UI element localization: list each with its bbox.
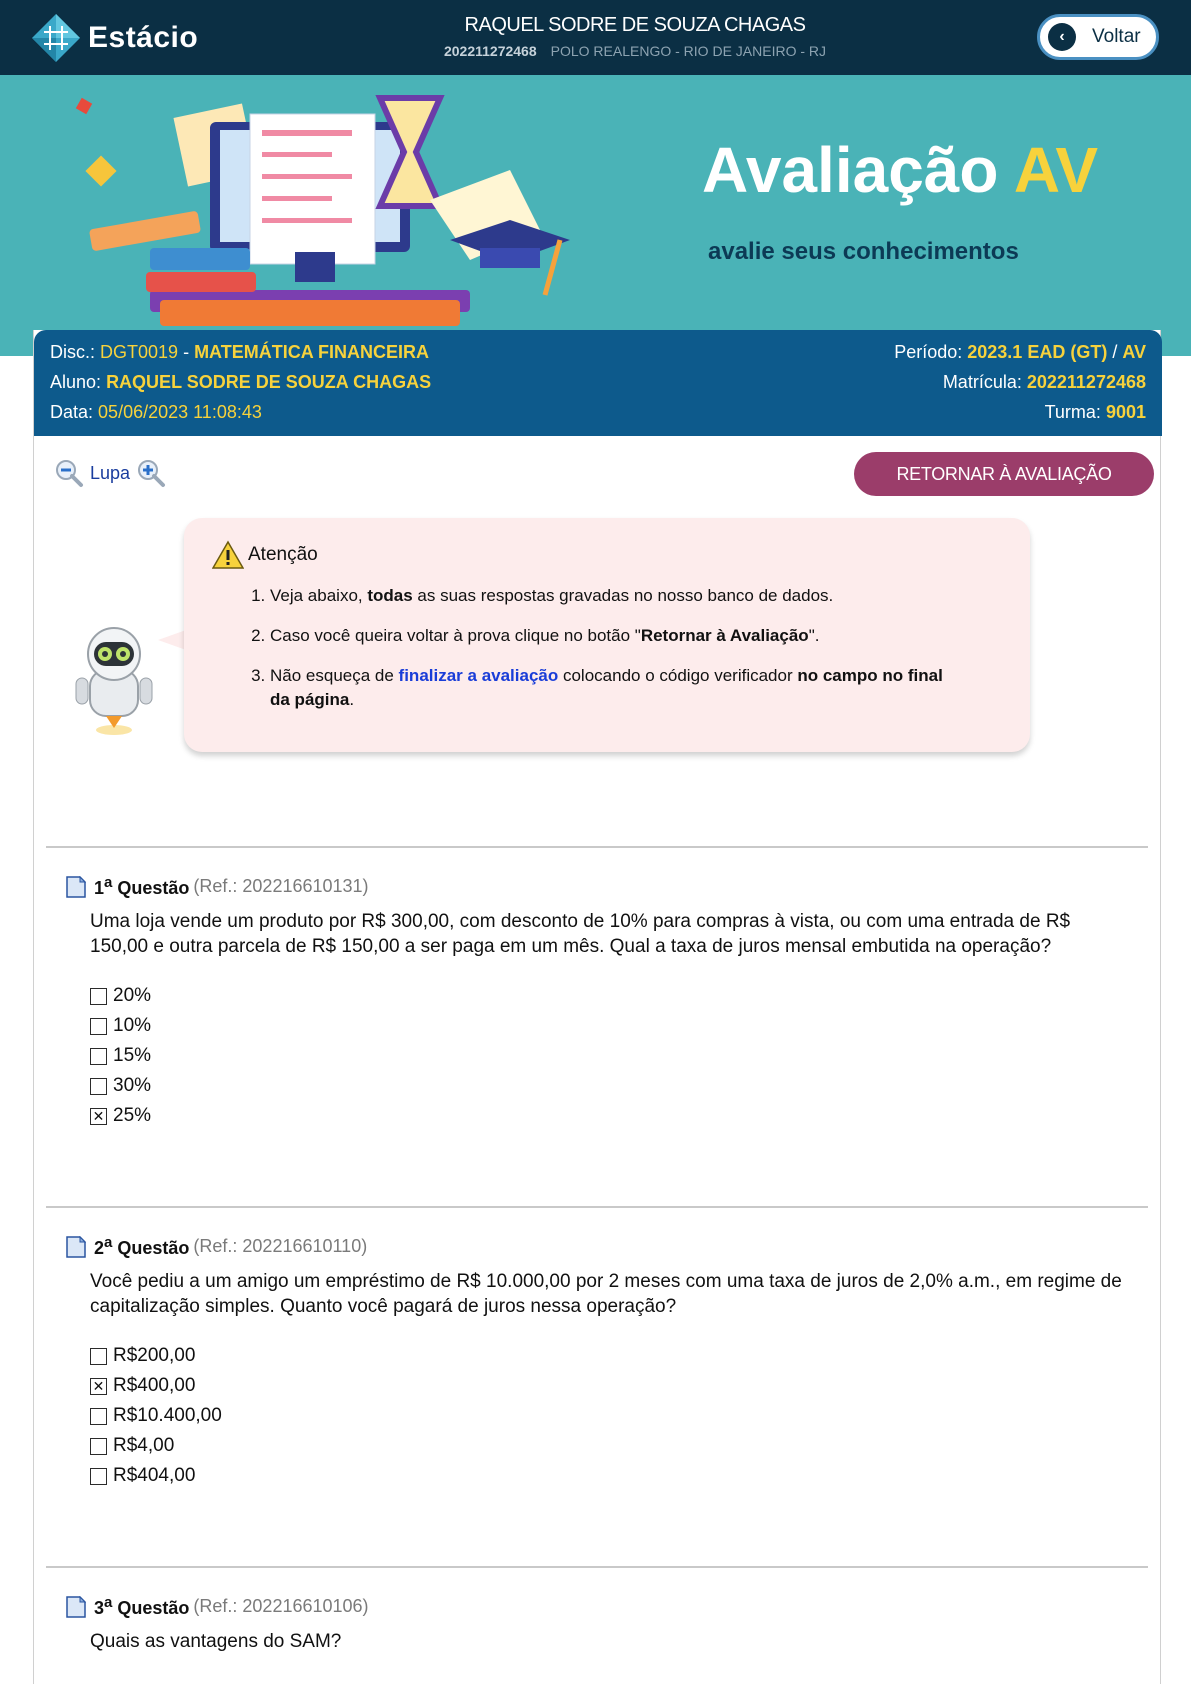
question-number-value: 2 — [94, 1238, 105, 1258]
info-student — [50, 368, 431, 396]
question-separator — [46, 1566, 1148, 1568]
estacio-logo-icon — [30, 12, 82, 64]
option-checkbox[interactable] — [90, 1438, 107, 1455]
option-checkbox-checked[interactable]: ✕ — [90, 1108, 107, 1125]
top-bar — [0, 0, 1191, 75]
option-checkbox[interactable] — [90, 1078, 107, 1095]
info-registration — [943, 368, 1146, 396]
estacio-logo[interactable] — [30, 12, 198, 64]
aluno-value: RAQUEL SODRE DE SOUZA CHAGAS — [106, 372, 432, 392]
periodo-label: Período: — [894, 342, 963, 362]
question-text: Quais as vantagens do SAM? — [90, 1631, 342, 1652]
question-header — [66, 1234, 1126, 1259]
option[interactable] — [90, 1401, 1126, 1431]
data-label: Data: — [50, 402, 94, 422]
turma-label: Turma: — [1044, 402, 1101, 422]
option[interactable] — [90, 1371, 1126, 1401]
option-label: 15% — [113, 1045, 152, 1066]
attention-title: Atenção — [248, 544, 318, 565]
zoom-in-icon[interactable] — [136, 458, 166, 488]
question-1 — [66, 874, 1126, 1131]
magnifier-controls — [54, 458, 166, 488]
attention-item-3-bold: no campo no final da página — [270, 666, 943, 709]
student-name: RAQUEL SODRE DE SOUZA CHAGAS — [464, 14, 806, 36]
attention-list — [252, 584, 952, 728]
question-ref: (Ref.: 202216610110) — [193, 1236, 368, 1256]
question-number-sup: a — [104, 1594, 113, 1611]
turma-value: 9001 — [1105, 402, 1146, 422]
matricula-value: 202211272468 — [1026, 372, 1146, 392]
student-header — [380, 14, 890, 59]
info-discipline — [50, 338, 429, 366]
periodo-separator: / — [1107, 342, 1123, 362]
attention-header — [212, 540, 318, 570]
question-ref: (Ref.: 202216610106) — [193, 1596, 369, 1616]
finalize-exam-link[interactable]: finalizar a avaliação — [398, 666, 559, 685]
info-class — [1045, 398, 1146, 426]
option-checkbox[interactable] — [90, 1408, 107, 1425]
attention-item-3-text-c: colocando o código verificador — [558, 666, 798, 685]
student-id: 202211272468 — [443, 43, 537, 59]
periodo-value: 2023.1 EAD (GT) — [967, 342, 1108, 362]
disc-code: DGT0019 — [100, 342, 179, 362]
option[interactable] — [90, 1341, 1126, 1371]
question-number-sup: a — [104, 1234, 113, 1251]
attention-item-3-text-a: Não esqueça de — [270, 666, 399, 685]
chevron-left-icon: ‹ — [1048, 23, 1076, 51]
document-icon — [66, 876, 86, 898]
disc-label: Disc.: — [50, 342, 95, 362]
question-options — [90, 1341, 1126, 1491]
question-number-value: 1 — [94, 878, 105, 898]
logo-text: Estácio — [88, 21, 199, 54]
option[interactable] — [90, 1011, 1126, 1041]
option[interactable] — [90, 1041, 1126, 1071]
question-separator — [46, 1206, 1148, 1208]
question-number-sup: a — [104, 874, 113, 891]
attention-item-3-text-e: . — [349, 690, 355, 709]
option-checkbox[interactable] — [90, 988, 107, 1005]
option-checkbox[interactable] — [90, 1348, 107, 1365]
matricula-label: Matrícula: — [942, 372, 1022, 392]
hero-banner — [0, 75, 1191, 356]
warning-icon — [212, 540, 244, 570]
option[interactable] — [90, 1101, 1126, 1131]
option[interactable] — [90, 981, 1126, 1011]
attention-item-1-text-c: as suas respostas gravadas no nosso banco de dados. — [412, 586, 834, 605]
hero-title-main: Avaliação — [702, 134, 999, 206]
attention-item-1 — [270, 584, 952, 608]
question-header — [66, 1594, 1126, 1619]
question-3 — [66, 1594, 1126, 1654]
callout-tail — [158, 630, 186, 650]
lupa-label: Lupa — [90, 462, 131, 483]
question-number — [94, 1234, 189, 1259]
back-button-label: Voltar — [1092, 26, 1141, 47]
attention-item-2 — [270, 624, 952, 648]
question-options — [90, 981, 1126, 1131]
hero-title-accent: AV — [1013, 134, 1099, 206]
option[interactable] — [90, 1071, 1126, 1101]
question-separator — [46, 846, 1148, 848]
attention-item-2-text-c: ". — [808, 626, 820, 645]
robot-mascot-icon — [70, 620, 158, 740]
exam-card — [33, 330, 1161, 1684]
option[interactable] — [90, 1461, 1126, 1491]
question-label: Questão — [117, 1238, 190, 1258]
question-header — [66, 874, 1126, 899]
attention-item-2-bold: Retornar à Avaliação — [640, 626, 809, 645]
option-label: R$200,00 — [113, 1345, 196, 1366]
option-label: 10% — [113, 1015, 152, 1036]
exam-info-bar — [34, 330, 1162, 436]
data-value: 05/06/2023 11:08:43 — [98, 402, 262, 422]
option-label: R$4,00 — [113, 1435, 175, 1456]
disc-separator: - — [178, 342, 195, 362]
periodo-av: AV — [1122, 342, 1146, 362]
attention-item-1-bold: todas — [367, 586, 413, 605]
question-number-value: 3 — [94, 1598, 105, 1618]
option-checkbox[interactable] — [90, 1048, 107, 1065]
student-meta — [380, 43, 890, 59]
back-button[interactable] — [1037, 14, 1159, 60]
question-text: Você pediu a um amigo um empréstimo de R$ 10.000,00 por 2 meses com uma taxa de juros de 2,0% a.m., em regime de capitalização simples. Quanto você pagará de juros nessa operação? — [90, 1271, 1122, 1317]
zoom-out-icon[interactable] — [54, 458, 84, 488]
attention-callout — [184, 518, 1030, 752]
attention-item-3 — [270, 664, 952, 712]
option-label: 20% — [113, 985, 152, 1006]
option-label: 30% — [113, 1075, 152, 1096]
attention-item-2-text-a: Caso você queira voltar à prova clique no botão " — [270, 626, 641, 645]
option-label: R$400,00 — [113, 1375, 196, 1396]
info-date — [50, 398, 262, 426]
question-label: Questão — [117, 1598, 190, 1618]
aluno-label: Aluno: — [50, 372, 102, 392]
option-checkbox-checked[interactable]: ✕ — [90, 1378, 107, 1395]
question-2 — [66, 1234, 1126, 1491]
option-checkbox[interactable] — [90, 1018, 107, 1035]
disc-name: MATEMÁTICA FINANCEIRA — [194, 342, 430, 362]
question-number — [94, 874, 189, 899]
question-text: Uma loja vende um produto por R$ 300,00, com desconto de 10% para compras à vista, ou com uma entrada de R$ 150,00 e outra parcela de R$ 150,00 a ser paga em um mês. Qual a taxa de juros mensal embutida na operação? — [90, 911, 1071, 957]
return-to-exam-button[interactable]: RETORNAR À AVALIAÇÃO — [854, 452, 1154, 496]
document-icon — [66, 1596, 86, 1618]
hero-title — [702, 133, 1098, 207]
option-label: R$10.400,00 — [113, 1405, 222, 1426]
exam-illustration — [70, 90, 590, 330]
attention-item-1-text-a: Veja abaixo, — [270, 586, 368, 605]
option-label: 25% — [113, 1105, 152, 1126]
question-number — [94, 1594, 189, 1619]
hero-subtitle: avalie seus conhecimentos — [708, 238, 1019, 265]
question-ref: (Ref.: 202216610131) — [193, 876, 369, 896]
option-label: R$404,00 — [113, 1465, 196, 1486]
option[interactable] — [90, 1431, 1126, 1461]
document-icon — [66, 1236, 86, 1258]
campus: POLO REALENGO - RIO DE JANEIRO - RJ — [550, 43, 827, 59]
option-checkbox[interactable] — [90, 1468, 107, 1485]
info-period — [894, 338, 1146, 366]
question-label: Questão — [117, 878, 190, 898]
